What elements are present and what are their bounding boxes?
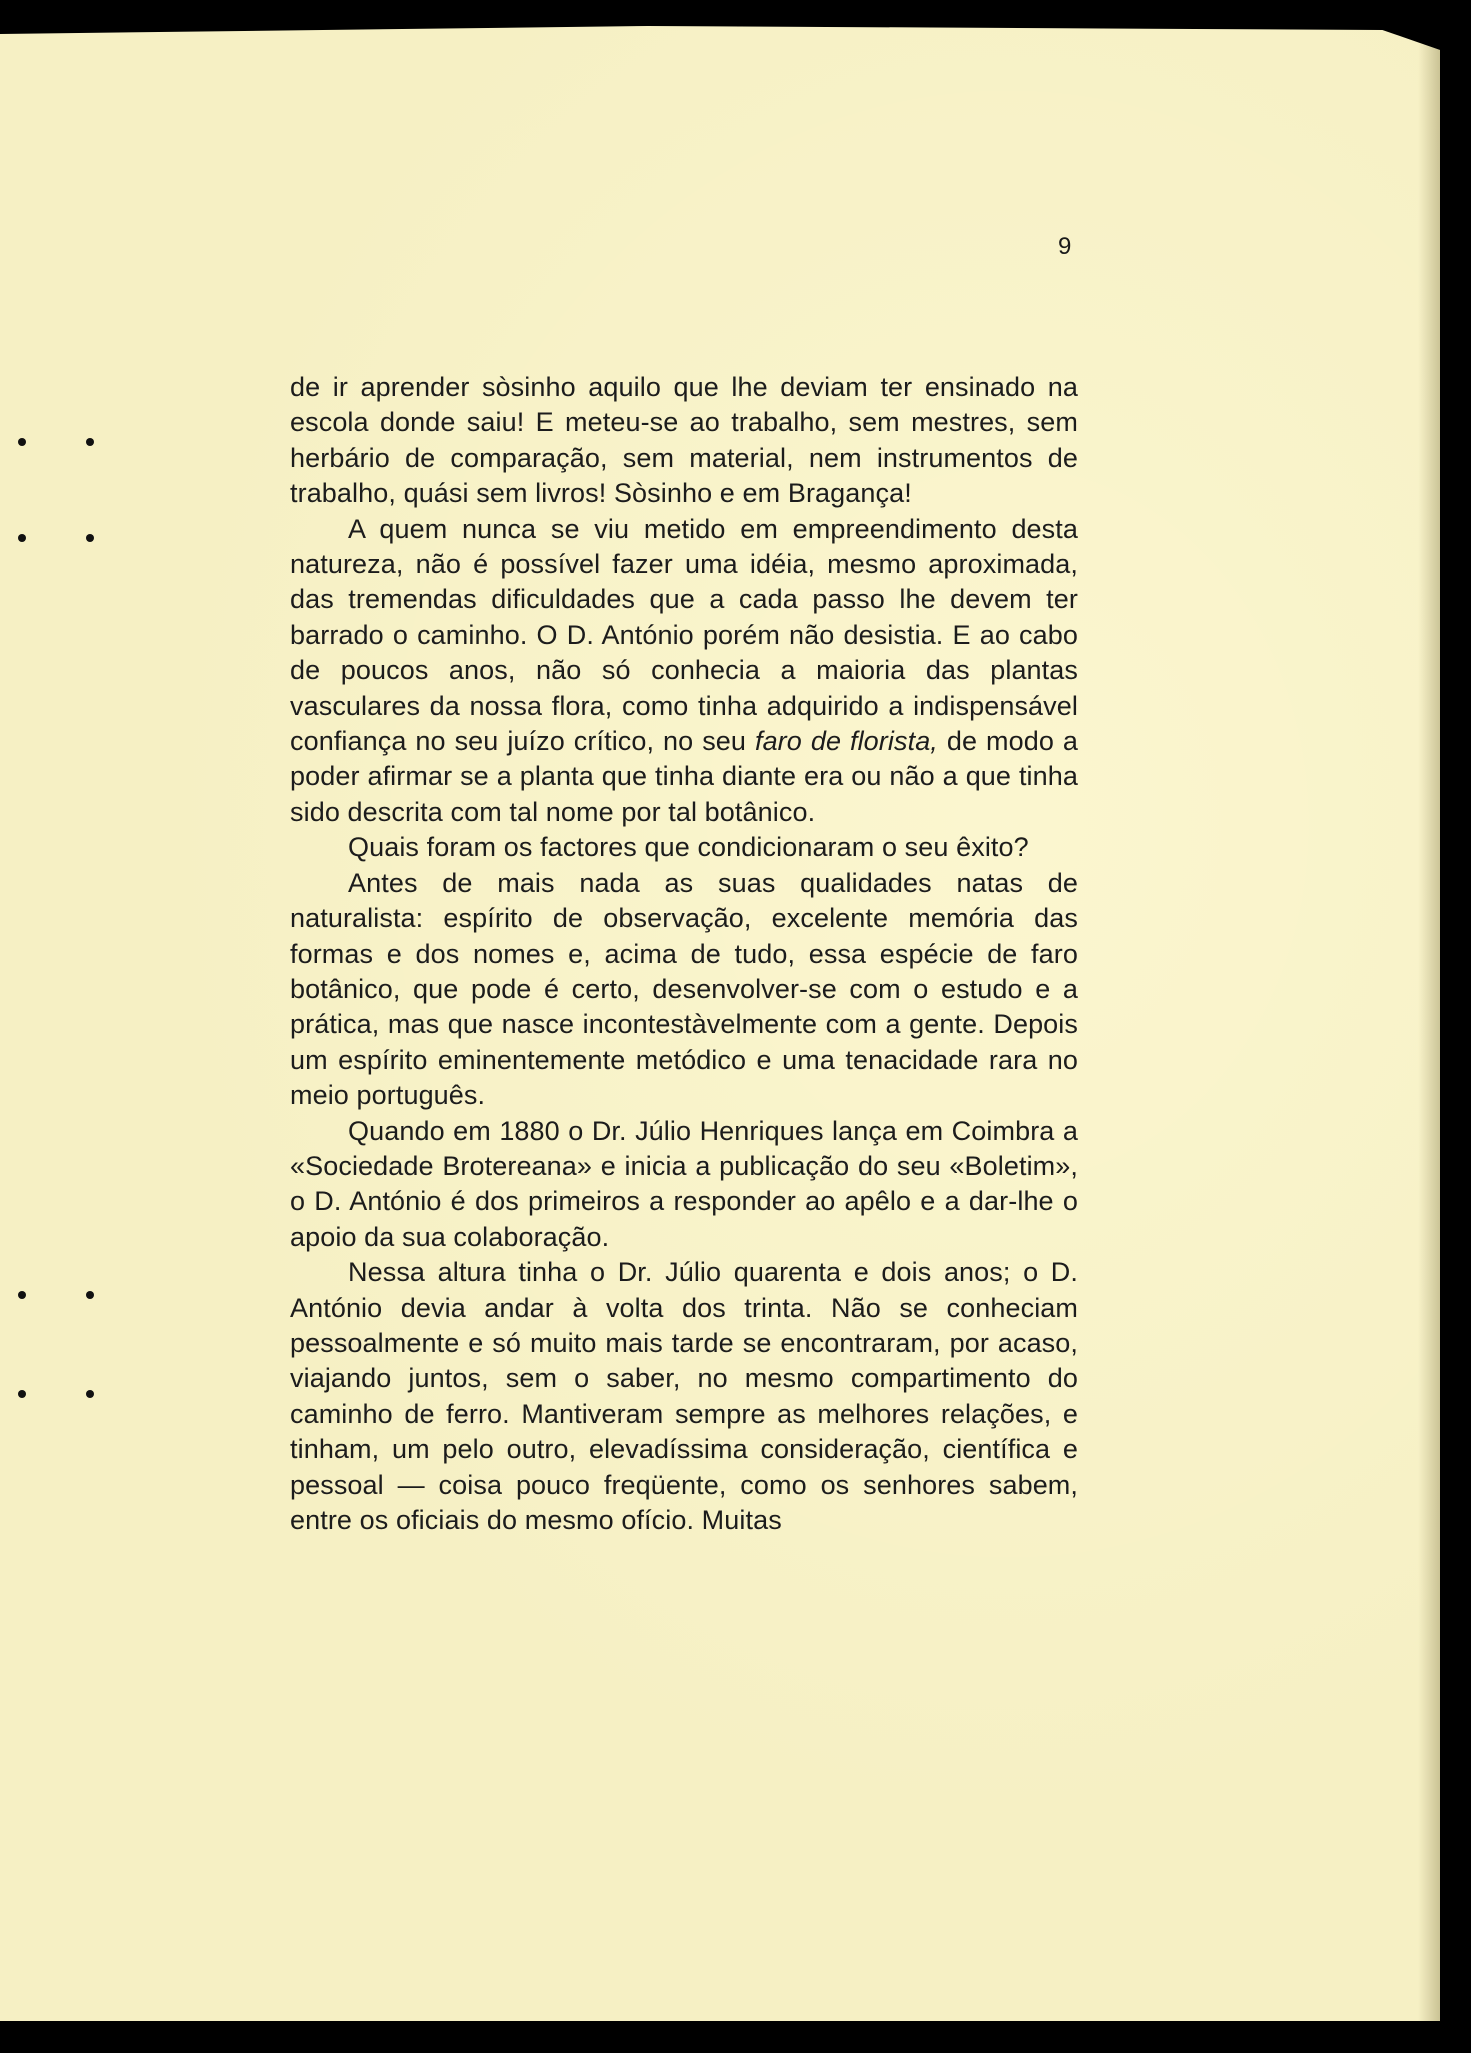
paragraph: de ir aprender sòsinho aquilo que lhe deviam ter ensinado na escola donde saiu! E meteu-se ao trabalho, sem mestres, sem herbário de comparação, sem material, nem instrumentos de trabalho, quási sem livros! Sòsinho e em Bragança! bbox=[290, 372, 1078, 509]
paragraph-text: de modo a poder afirmar se a planta que tinha diante era ou não a que tinha sido descrita com tal nome por tal botânico. bbox=[290, 726, 1078, 827]
italic-phrase: faro de florista, bbox=[754, 726, 938, 757]
page-number: 9 bbox=[1058, 233, 1072, 260]
paragraph: Quais foram os factores que condicionaram o seu êxito? bbox=[348, 832, 1029, 863]
paragraph bbox=[290, 512, 1078, 831]
paper-edge-shadow bbox=[1418, 26, 1440, 2021]
binding-hole-mark bbox=[18, 534, 26, 542]
binding-hole-mark bbox=[86, 1390, 94, 1398]
binding-hole-mark bbox=[18, 1291, 26, 1299]
paragraph: Quando em 1880 o Dr. Júlio Henriques lança em Coimbra a «Sociedade Brotereana» e inicia a publicação do seu «Boletim», o D. António é dos primeiros a responder ao apêlo e a dar-lhe o apoio da sua colaboração. bbox=[290, 1115, 1078, 1252]
binding-hole-mark bbox=[86, 534, 94, 542]
paragraph: Nessa altura tinha o Dr. Júlio quarenta e dois anos; o D. António devia andar à volta dos trinta. Não se conheciam pessoalmente e só muito mais tarde se encontraram, por acaso, viajando juntos, sem o saber, no mesmo compartimento do caminho de ferro. Mantiveram sempre as melhores relações, e tinham, um pelo outro, elevadíssima consideração, científica e pessoal — coisa pouco freqüente, como os senhores sabem, entre os oficiais do mesmo ofício. Muitas bbox=[290, 1257, 1078, 1535]
body-text bbox=[290, 370, 1078, 1538]
binding-hole-mark bbox=[18, 1390, 26, 1398]
binding-hole-mark bbox=[86, 438, 94, 446]
binding-hole-mark bbox=[18, 438, 26, 446]
paragraph: Antes de mais nada as suas qualidades natas de naturalista: espírito de observação, excelente memória das formas e dos nomes e, acima de tudo, essa espécie de faro botânico, que pode é certo, desenvolver-se com o estudo e a prática, mas que nasce incontestàvelmente com a gente. Depois um espírito eminentemente metódico e uma tenacidade rara no meio português. bbox=[290, 867, 1078, 1111]
paragraph-text: A quem nunca se viu metido em empreendimento desta natureza, não é possível fazer uma idéia, mesmo aproximada, das tremendas dificuldades que a cada passo lhe devem ter barrado o caminho. O D. António porém não desistia. E ao cabo de poucos anos, não só conhecia a maioria das plantas vasculares da nossa flora, como tinha adquirido a indispensável confiança no seu juízo crítico, no seu bbox=[290, 513, 1078, 757]
binding-hole-mark bbox=[86, 1291, 94, 1299]
